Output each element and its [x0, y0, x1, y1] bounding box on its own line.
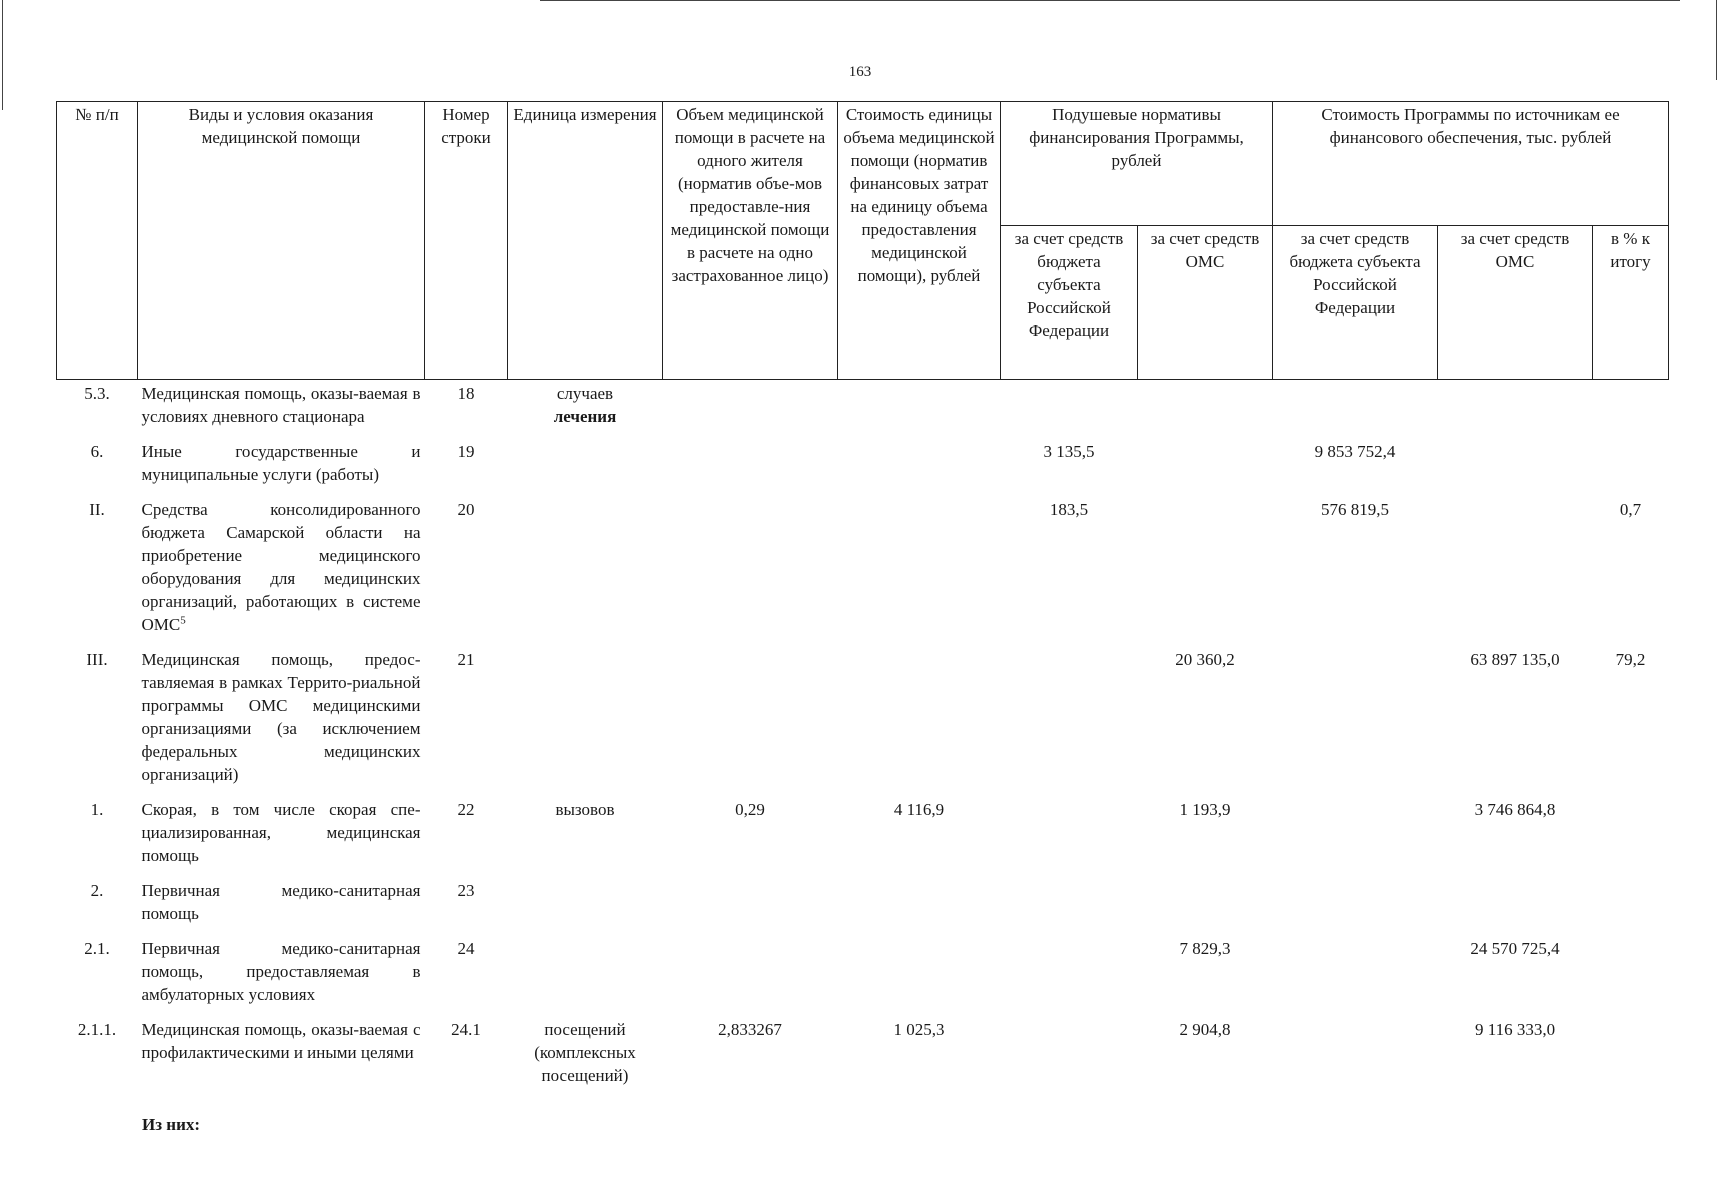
row-unit — [508, 498, 663, 648]
row-volume — [663, 440, 838, 498]
row-volume — [663, 498, 838, 648]
row-line: 23 — [457, 881, 475, 900]
row-program-oms — [1438, 440, 1593, 498]
row-percent — [1593, 798, 1669, 879]
row-percapita-budget — [1001, 1018, 1138, 1099]
row-num: 5.3. — [84, 384, 110, 403]
row-volume — [663, 937, 838, 1018]
table-row — [57, 440, 1669, 498]
row-program-budget: 576 819,5 — [1321, 500, 1390, 519]
row-name: Медицинская помощь, оказы-ваемая в условиях дневного стационара — [141, 384, 421, 426]
header-sub-prog-budget: за счет средств бюджета субъекта Российской Федерации — [1273, 226, 1438, 380]
footer-note: Из них: — [142, 1115, 201, 1134]
header-sub-oms: за счет средств ОМС — [1138, 226, 1273, 380]
row-name: Медицинская помощь, оказы-ваемая с профилактическими и иными целями — [141, 1020, 421, 1062]
row-percent — [1593, 440, 1669, 498]
row-program-oms — [1438, 380, 1593, 441]
row-percapita-budget — [1001, 648, 1138, 798]
row-line: 24.1 — [451, 1020, 481, 1039]
row-percapita-budget — [1001, 380, 1138, 441]
scan-top-line — [540, 0, 1680, 1]
row-volume: 0,29 — [735, 800, 765, 819]
row-num: III. — [86, 650, 108, 669]
row-program-oms: 24 570 725,4 — [1470, 939, 1560, 958]
table-row — [57, 879, 1669, 937]
table-row — [57, 498, 1669, 648]
row-percapita-oms: 2 904,8 — [1179, 1020, 1231, 1039]
row-num: II. — [89, 500, 105, 519]
table-row — [57, 380, 1669, 441]
row-cost — [838, 440, 1001, 498]
row-percent — [1593, 937, 1669, 1018]
row-name: Первичная медико-санитарная помощь — [141, 881, 421, 923]
row-num: 2.1. — [84, 939, 110, 958]
row-cost — [838, 937, 1001, 1018]
row-program-budget — [1273, 937, 1438, 1018]
row-percent — [1593, 1018, 1669, 1099]
row-percapita-budget — [1001, 798, 1138, 879]
row-percapita-oms: 1 193,9 — [1179, 800, 1231, 819]
row-volume — [663, 879, 838, 937]
row-num: 1. — [90, 800, 104, 819]
row-percapita-oms — [1138, 498, 1273, 648]
row-program-oms: 9 116 333,0 — [1474, 1020, 1556, 1039]
row-line: 18 — [457, 384, 475, 403]
scan-left-line — [2, 0, 3, 110]
row-percapita-budget: 3 135,5 — [1043, 442, 1095, 461]
row-percapita-oms — [1138, 879, 1273, 937]
row-cost — [838, 498, 1001, 648]
table-body — [57, 380, 1669, 1100]
table-header — [57, 102, 1669, 380]
row-percapita-budget — [1001, 879, 1138, 937]
row-percapita-budget — [1001, 937, 1138, 1018]
row-unit — [508, 440, 663, 498]
row-program-budget — [1273, 879, 1438, 937]
row-unit — [508, 937, 663, 1018]
row-percapita-oms: 20 360,2 — [1175, 650, 1235, 669]
header-volume: Объем медицинской помощи в расчете на одного жителя (норматив объе-мов предоставле-ния медицинской помощи в расчете на одно застрахованное лицо) — [663, 102, 838, 380]
row-percapita-oms: 7 829,3 — [1179, 939, 1231, 958]
row-cost: 1 025,3 — [893, 1020, 945, 1039]
row-line: 19 — [457, 442, 475, 461]
row-program-oms — [1438, 498, 1593, 648]
header-percapita: Подушевые нормативы финансирования Программы, рублей — [1001, 102, 1273, 226]
row-program-oms: 3 746 864,8 — [1474, 800, 1556, 819]
footnote-marker: 5 — [180, 614, 186, 627]
row-unit: посещений (комплексных посещений) — [534, 1020, 636, 1085]
row-program-oms: 63 897 135,0 — [1470, 650, 1560, 669]
row-program-budget — [1273, 648, 1438, 798]
row-percapita-budget: 183,5 — [1049, 500, 1089, 519]
header-cost: Стоимость единицы объема медицинской помощи (норматив финансовых затрат на единицу объема предоставления медицинской помощи), рублей — [838, 102, 1001, 380]
row-unit — [508, 879, 663, 937]
row-percent: 79,2 — [1615, 650, 1646, 669]
table-row — [57, 937, 1669, 1018]
row-name: Медицинская помощь, предос-тавляемая в рамках Террито-риальной программы ОМС медицинскими организациями (за исключением федеральных медицинских организаций) — [141, 650, 421, 784]
table-row — [57, 798, 1669, 879]
row-cost — [838, 380, 1001, 441]
row-line: 22 — [457, 800, 475, 819]
row-num: 2.1.1. — [77, 1020, 117, 1039]
row-num: 6. — [90, 442, 104, 461]
row-unit — [508, 648, 663, 798]
row-percent — [1593, 380, 1669, 441]
row-name: Средства консолидированного бюджета Самарской области на приобретение медицинского оборудования для медицинских организаций, работающих в системе ОМС$^5$ — [141, 500, 421, 634]
table-row — [57, 648, 1669, 798]
row-program-oms — [1438, 879, 1593, 937]
row-cost: 4 116,9 — [893, 800, 945, 819]
row-name: Первичная медико-санитарная помощь, предоставляемая в амбулаторных условиях — [141, 939, 421, 1004]
row-percapita-oms — [1138, 380, 1273, 441]
header-program-cost: Стоимость Программы по источникам ее финансового обеспечения, тыс. рублей — [1273, 102, 1669, 226]
row-num: 2. — [90, 881, 104, 900]
header-num: № п/п — [57, 102, 138, 380]
page-number: 163 — [848, 64, 872, 80]
header-sub-prog-oms: за счет средств ОМС — [1438, 226, 1593, 380]
row-program-budget: 9 853 752,4 — [1314, 442, 1396, 461]
row-unit: вызовов — [555, 800, 615, 819]
row-line: 20 — [457, 500, 475, 519]
table-row — [57, 1018, 1669, 1099]
row-volume — [663, 648, 838, 798]
row-cost — [838, 879, 1001, 937]
row-program-budget — [1273, 798, 1438, 879]
row-cost — [838, 648, 1001, 798]
row-volume — [663, 380, 838, 441]
row-program-budget — [1273, 1018, 1438, 1099]
row-volume: 2,833267 — [718, 1020, 782, 1039]
header-unit: Единица измерения — [508, 102, 663, 380]
row-line: 21 — [457, 650, 475, 669]
header-line: Номер строки — [425, 102, 508, 380]
row-program-budget — [1273, 380, 1438, 441]
row-percent — [1593, 879, 1669, 937]
row-name: Иные государственные и муниципальные услуги (работы) — [141, 442, 421, 484]
row-percapita-oms — [1138, 440, 1273, 498]
financing-table — [56, 101, 1669, 1099]
row-line: 24 — [457, 939, 475, 958]
row-percent: 0,7 — [1619, 500, 1642, 519]
row-unit-bold: лечения — [553, 407, 617, 426]
header-type: Виды и условия оказания медицинской помощи — [138, 102, 425, 380]
row-unit: случаев лечения — [508, 380, 663, 441]
header-sub-pct: в % к итогу — [1593, 226, 1669, 380]
row-name: Скорая, в том числе скорая спе-циализированная, медицинская помощь — [141, 800, 421, 865]
header-sub-budget: за счет средств бюджета субъекта Российской Федерации — [1001, 226, 1138, 380]
